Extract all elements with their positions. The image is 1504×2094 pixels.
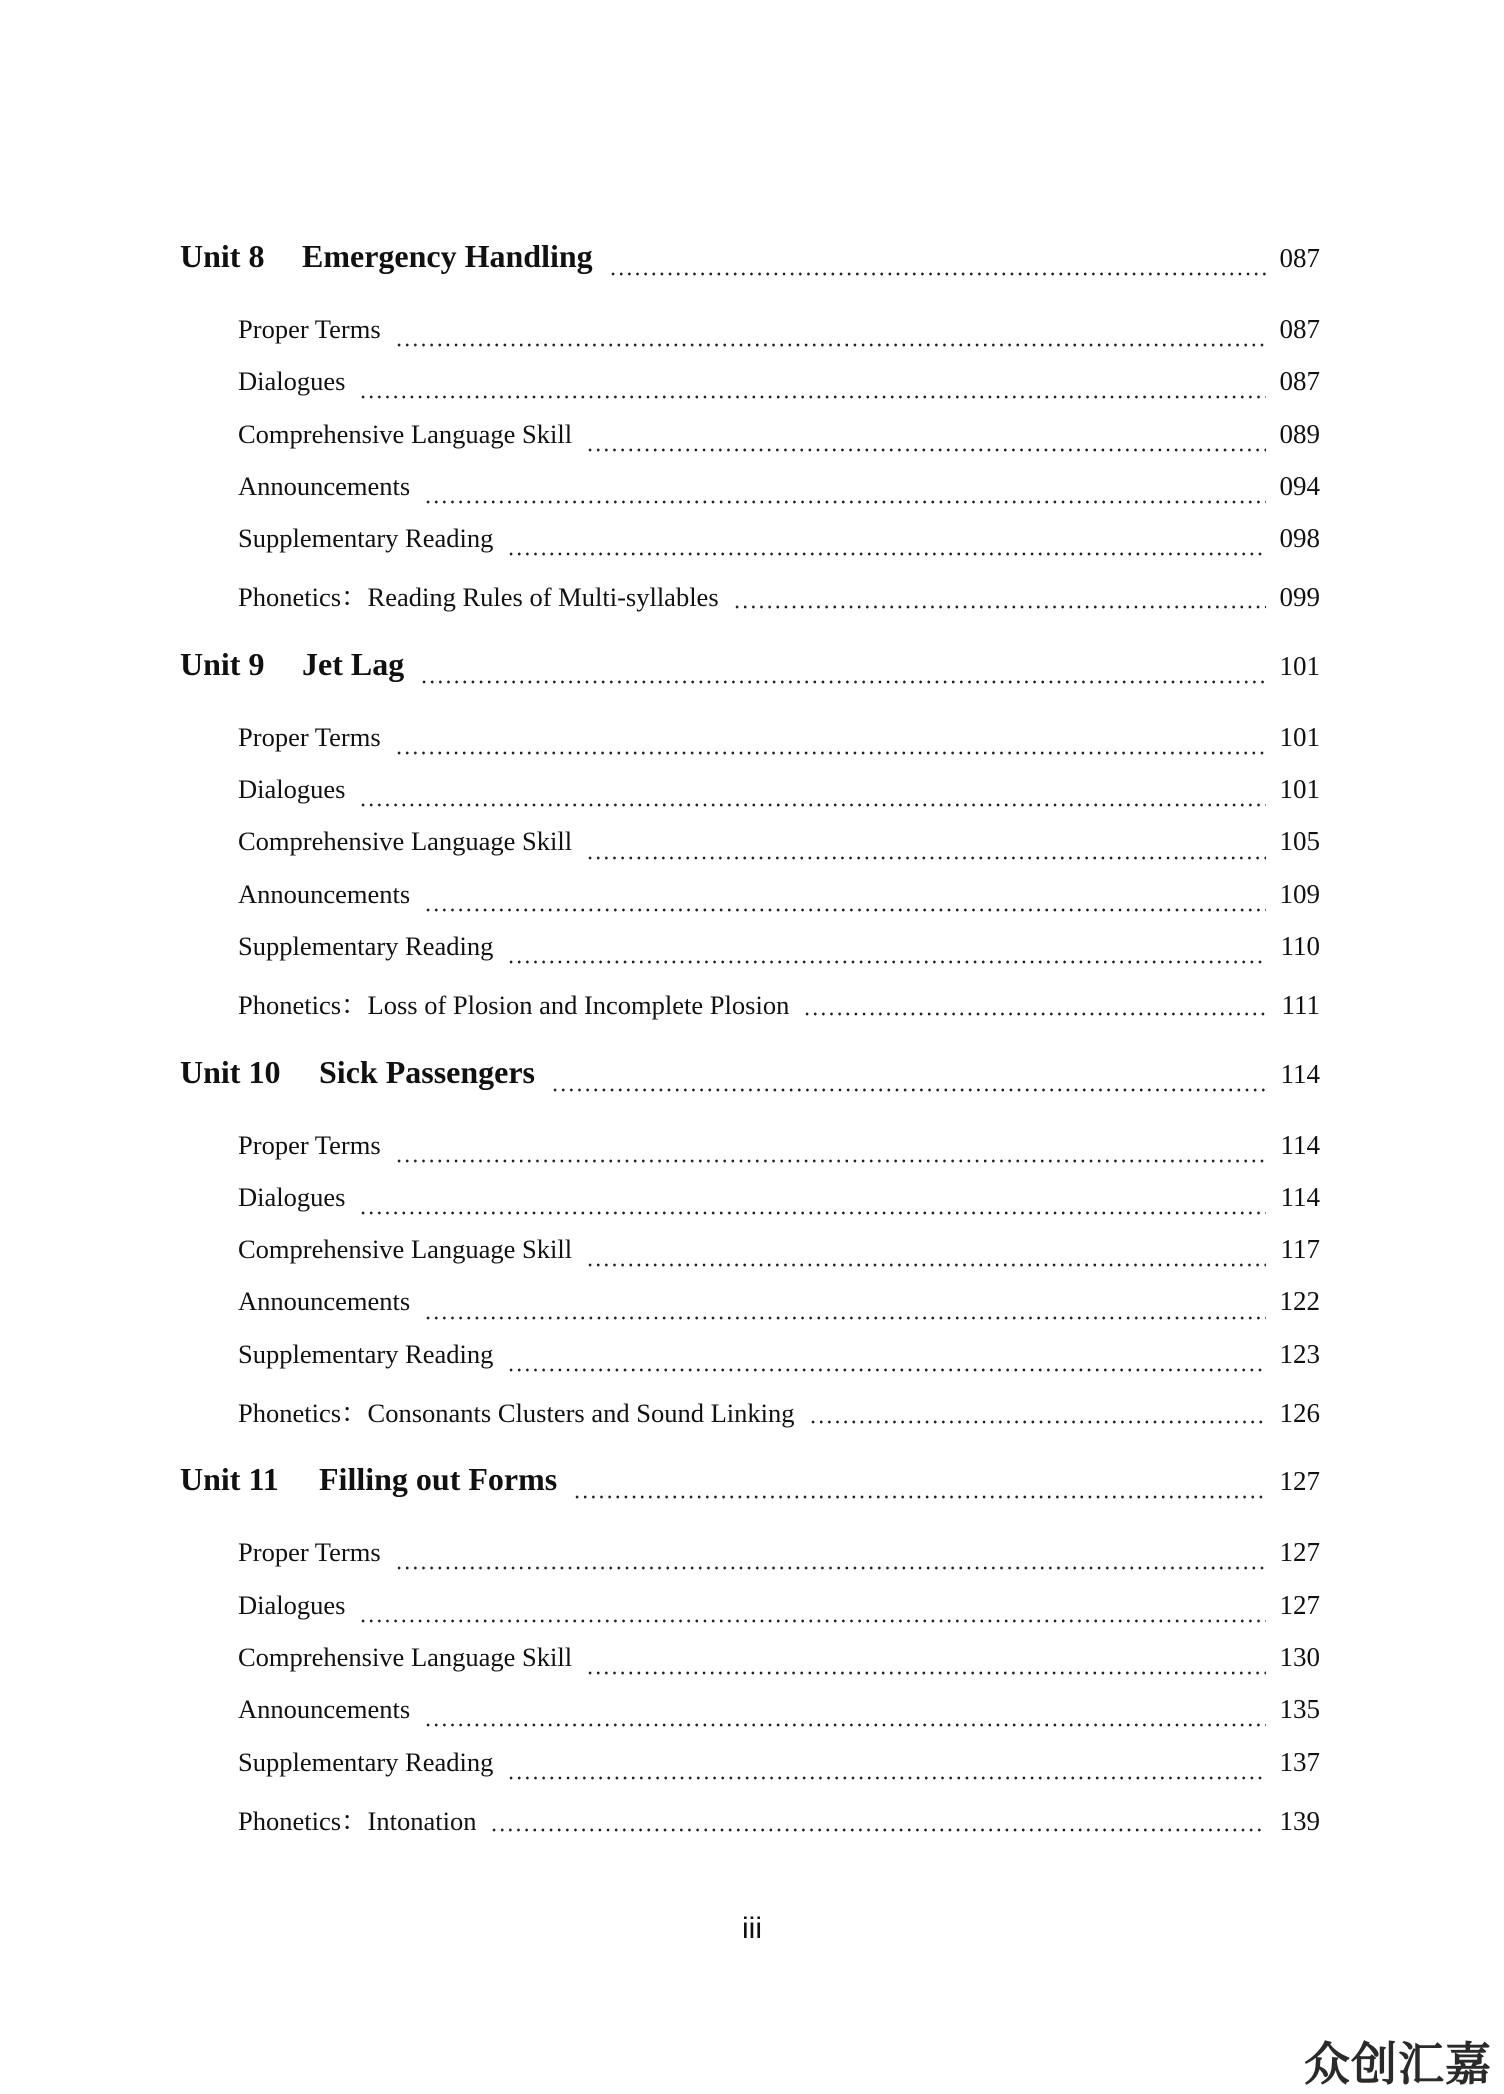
section-title: Announcements bbox=[238, 470, 411, 501]
section-title: Proper Terms bbox=[238, 1537, 381, 1568]
dot-leader bbox=[809, 1420, 1267, 1424]
unit-block bbox=[180, 646, 1320, 1036]
dot-leader bbox=[395, 343, 1266, 347]
section-entry[interactable] bbox=[180, 1799, 1320, 1851]
page-number: 122 bbox=[1279, 1286, 1320, 1317]
dot-leader bbox=[507, 1776, 1266, 1780]
page-number: 101 bbox=[1279, 650, 1320, 681]
page-number: 127 bbox=[1279, 1537, 1320, 1568]
unit-block bbox=[180, 1461, 1320, 1851]
unit-heading[interactable] bbox=[180, 238, 1320, 300]
section-title: Supplementary Reading bbox=[238, 930, 494, 961]
section-title: Comprehensive Language Skill bbox=[238, 1641, 573, 1672]
section-title: Dialogues bbox=[238, 1181, 346, 1212]
page-number: 105 bbox=[1279, 826, 1320, 857]
page-number: 127 bbox=[1279, 1466, 1320, 1497]
section-entry[interactable] bbox=[180, 471, 1320, 523]
dot-leader bbox=[573, 1495, 1266, 1499]
section-title: Comprehensive Language Skill bbox=[238, 418, 573, 449]
section-list bbox=[180, 1130, 1320, 1444]
page-number: 098 bbox=[1279, 523, 1320, 554]
section-title: Announcements bbox=[238, 1694, 411, 1725]
section-title: Phonetics：Reading Rules of Multi-syllables bbox=[238, 582, 719, 613]
page-number: 130 bbox=[1279, 1641, 1320, 1672]
dot-leader bbox=[359, 1211, 1266, 1215]
dot-leader bbox=[424, 500, 1266, 504]
dot-leader bbox=[395, 1566, 1266, 1570]
section-title: Supplementary Reading bbox=[238, 1338, 494, 1369]
section-entry[interactable] bbox=[180, 1642, 1320, 1694]
dot-leader bbox=[507, 960, 1266, 964]
page-number: 087 bbox=[1279, 314, 1320, 344]
page-number: 109 bbox=[1279, 878, 1320, 909]
page-number: 114 bbox=[1280, 1129, 1320, 1160]
section-entry[interactable] bbox=[180, 1747, 1320, 1799]
dot-leader bbox=[424, 908, 1266, 912]
folio-page-number: iii bbox=[742, 1912, 762, 1945]
section-list bbox=[180, 722, 1320, 1036]
section-title: Phonetics：Loss of Plosion and Incomplete Plosion bbox=[238, 990, 790, 1021]
section-title: Phonetics：Consonants Clusters and Sound Linking bbox=[238, 1398, 795, 1429]
unit-number: Unit 8 bbox=[180, 238, 265, 274]
dot-leader bbox=[507, 552, 1266, 556]
page-number: 087 bbox=[1279, 243, 1320, 273]
section-entry[interactable] bbox=[180, 1339, 1320, 1391]
dot-leader bbox=[507, 1368, 1266, 1372]
section-entry[interactable] bbox=[180, 419, 1320, 471]
section-list bbox=[180, 1537, 1320, 1851]
dot-leader bbox=[420, 680, 1266, 684]
unit-heading[interactable] bbox=[180, 1461, 1320, 1523]
dot-leader bbox=[586, 1263, 1266, 1267]
page-number: 139 bbox=[1279, 1805, 1320, 1836]
page-number: 111 bbox=[1281, 990, 1320, 1021]
dot-leader bbox=[490, 1828, 1266, 1832]
section-entry[interactable] bbox=[180, 722, 1320, 774]
page-number: 094 bbox=[1279, 470, 1320, 501]
dot-leader bbox=[609, 272, 1266, 276]
section-title: Announcements bbox=[238, 1286, 411, 1317]
page-number: 099 bbox=[1279, 582, 1320, 613]
section-entry[interactable] bbox=[180, 1234, 1320, 1286]
section-title: Comprehensive Language Skill bbox=[238, 826, 573, 857]
unit-block bbox=[180, 1054, 1320, 1444]
dot-leader bbox=[424, 1316, 1266, 1320]
unit-heading[interactable] bbox=[180, 646, 1320, 708]
page-number: 101 bbox=[1279, 721, 1320, 752]
dot-leader bbox=[586, 856, 1266, 860]
page-number: 110 bbox=[1280, 930, 1320, 961]
section-entry[interactable] bbox=[180, 774, 1320, 826]
section-entry[interactable] bbox=[180, 1694, 1320, 1746]
page-number: 126 bbox=[1279, 1398, 1320, 1429]
unit-heading[interactable] bbox=[180, 1054, 1320, 1116]
section-title: Proper Terms bbox=[238, 1129, 381, 1160]
section-title: Dialogues bbox=[238, 366, 346, 397]
page-number: 117 bbox=[1280, 1234, 1320, 1265]
unit-number: Unit 11 bbox=[180, 1461, 279, 1498]
section-entry[interactable] bbox=[180, 983, 1320, 1035]
page-number: 089 bbox=[1279, 418, 1320, 449]
section-entry[interactable] bbox=[180, 931, 1320, 983]
section-entry[interactable] bbox=[180, 1182, 1320, 1234]
dot-leader bbox=[803, 1012, 1266, 1016]
section-entry[interactable] bbox=[180, 1391, 1320, 1443]
section-title: Supplementary Reading bbox=[238, 523, 494, 554]
dot-leader bbox=[733, 605, 1266, 609]
section-entry[interactable] bbox=[180, 1590, 1320, 1642]
page-number: 123 bbox=[1279, 1338, 1320, 1369]
section-entry[interactable] bbox=[180, 366, 1320, 418]
section-title: Proper Terms bbox=[238, 314, 381, 344]
section-entry[interactable] bbox=[180, 523, 1320, 575]
dot-leader bbox=[395, 1159, 1266, 1163]
page-number: 127 bbox=[1279, 1589, 1320, 1620]
dot-leader bbox=[424, 1723, 1266, 1727]
page-number: 114 bbox=[1280, 1058, 1320, 1089]
watermark-logo: 众创汇嘉 bbox=[1304, 2037, 1492, 2091]
section-title: Dialogues bbox=[238, 1589, 346, 1620]
dot-leader bbox=[395, 751, 1266, 755]
dot-leader bbox=[359, 803, 1266, 807]
section-list bbox=[180, 314, 1320, 628]
dot-leader bbox=[586, 1671, 1266, 1675]
section-entry[interactable] bbox=[180, 879, 1320, 931]
table-of-contents bbox=[180, 238, 1320, 1869]
page-number: 114 bbox=[1280, 1181, 1320, 1212]
section-entry[interactable] bbox=[180, 314, 1320, 366]
section-title: Dialogues bbox=[238, 774, 346, 805]
unit-title: Sick Passengers bbox=[319, 1053, 535, 1090]
unit-title: Emergency Handling bbox=[302, 238, 593, 274]
section-title: Proper Terms bbox=[238, 721, 381, 752]
section-title: Announcements bbox=[238, 878, 411, 909]
page-number: 087 bbox=[1279, 366, 1320, 397]
unit-number: Unit 9 bbox=[180, 645, 265, 682]
dot-leader bbox=[359, 395, 1266, 399]
page-number: 137 bbox=[1279, 1746, 1320, 1777]
unit-title: Filling out Forms bbox=[319, 1461, 558, 1498]
section-entry[interactable] bbox=[180, 1537, 1320, 1589]
section-entry[interactable] bbox=[180, 1286, 1320, 1338]
unit-block bbox=[180, 238, 1320, 628]
dot-leader bbox=[551, 1088, 1266, 1092]
section-title: Comprehensive Language Skill bbox=[238, 1234, 573, 1265]
section-entry[interactable] bbox=[180, 1130, 1320, 1182]
section-title: Phonetics：Intonation bbox=[238, 1805, 477, 1836]
page-number: 135 bbox=[1279, 1694, 1320, 1725]
section-title: Supplementary Reading bbox=[238, 1746, 494, 1777]
dot-leader bbox=[586, 448, 1266, 452]
page-number: 101 bbox=[1279, 774, 1320, 805]
unit-number: Unit 10 bbox=[180, 1053, 281, 1090]
section-entry[interactable] bbox=[180, 826, 1320, 878]
unit-title: Jet Lag bbox=[302, 645, 405, 682]
section-entry[interactable] bbox=[180, 575, 1320, 627]
dot-leader bbox=[359, 1619, 1266, 1623]
